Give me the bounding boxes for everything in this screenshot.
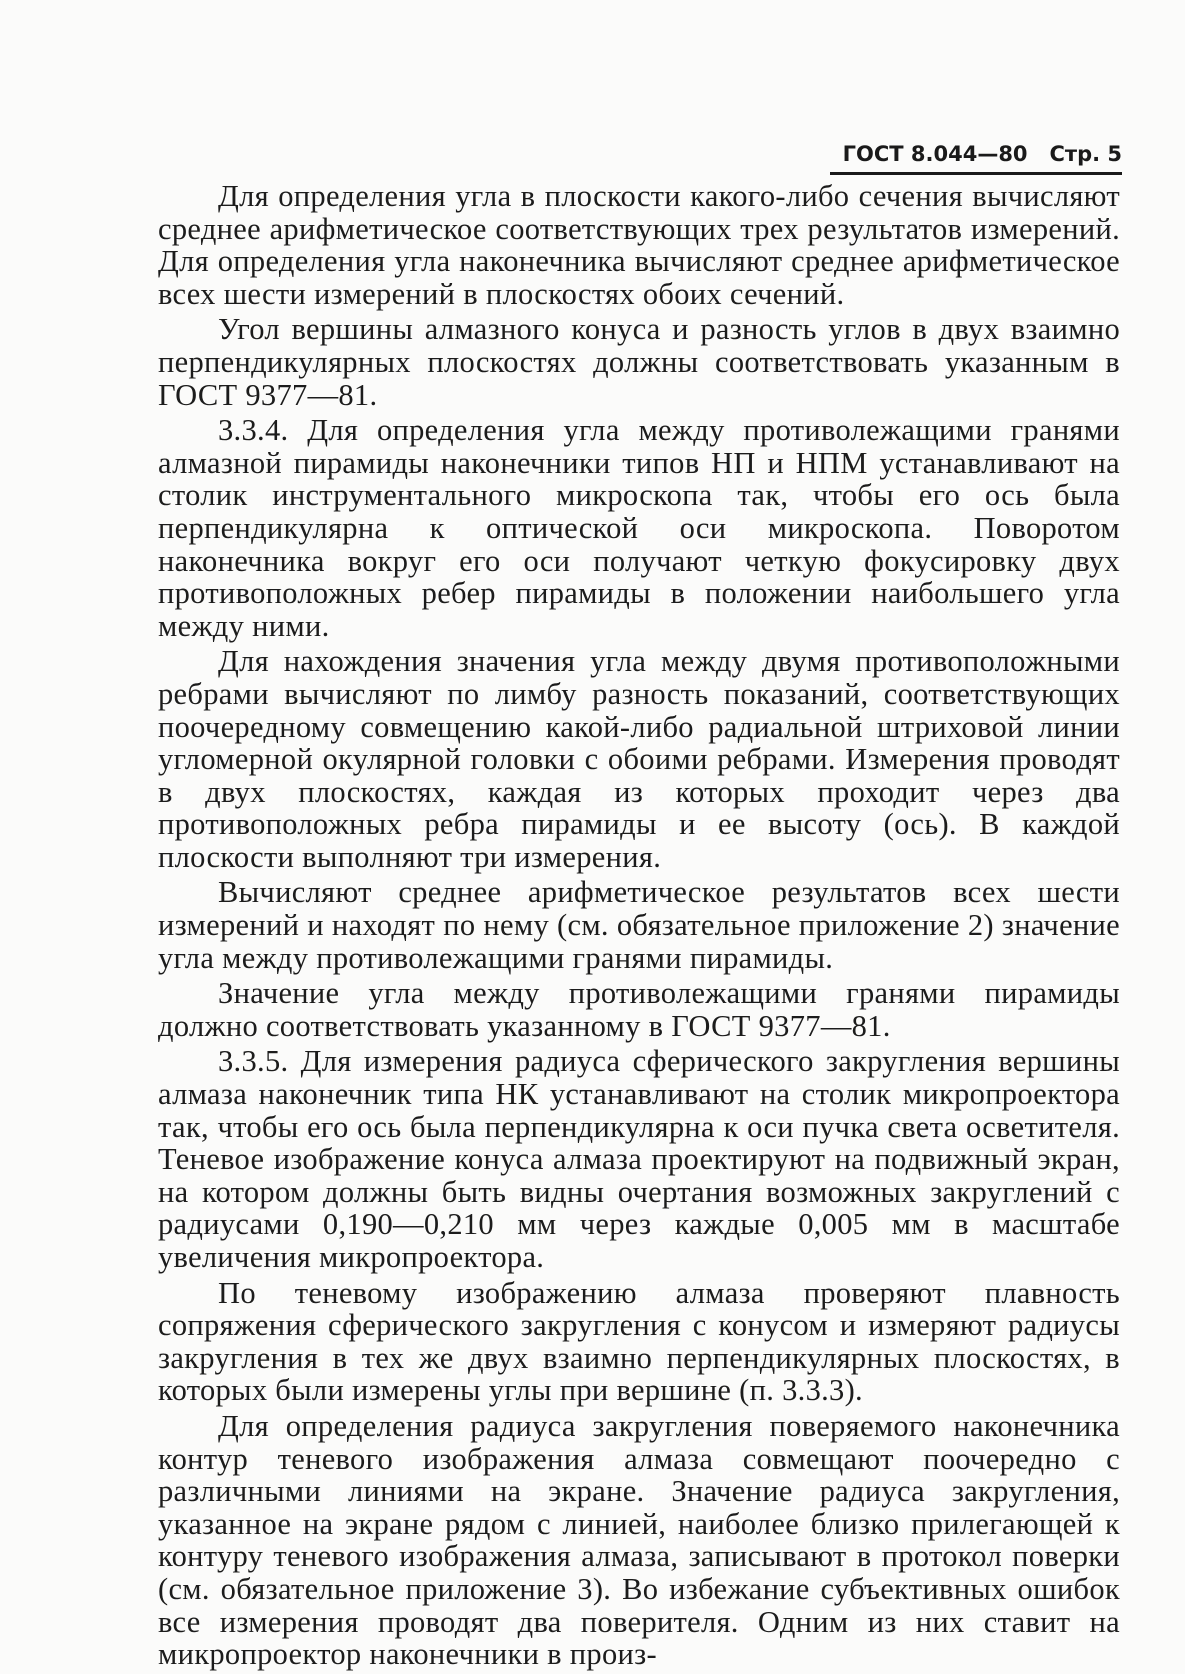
paragraph-9: Для определения радиуса закругления поверяемого наконечника контур теневого изображения алмаза совмещают поочередно с различными линиями на экране. Значение радиуса закругления, указанное на экране рядом с линией, наиболее близко прилегающей к контуру теневого изображения алмаза, записывают в протокол поверки (см. обязательное приложение 3). Во избежание субъективных ошибок все измерения проводят два поверителя. Одним из них ставит на микропроектор наконечники в произ- <box>158 1408 1120 1672</box>
paragraph-5: Вычисляют среднее арифметическое результатов всех шести измерений и находят по нему (см. обязательное приложение 2) значение угла между противолежащими гранями пирамиды. <box>158 875 1120 975</box>
standard-number: ГОСТ 8.044—80 <box>842 142 1028 166</box>
paragraph-6: Значение угла между противолежащими гранями пирамиды должно соответствовать указанному в ГОСТ 9377—81. <box>158 976 1120 1043</box>
paragraph-2: Угол вершины алмазного конуса и разность углов в двух взаимно перпендикулярных плоскостях должны соответствовать указанным в ГОСТ 9377—81. <box>158 312 1120 412</box>
document-body <box>158 180 1120 1674</box>
paragraph-8: По теневому изображению алмаза проверяют плавность сопряжения сферического закругления с конусом и измеряют радиусы закругления в тех же двух взаимно перпендикулярных плоскостях, в которых были измерены углы при вершине (п. 3.3.3). <box>158 1275 1120 1408</box>
page-header <box>830 142 1122 175</box>
paragraph-4: Для нахождения значения угла между двумя противоположными ребрами вычисляют по лимбу разность показаний, соответствующих поочередному совмещению какой-либо радиальной штриховой линии угломерной окулярной головки с обоими ребрами. Измерения проводят в двух плоскостях, каждая из которых проходит через два противоположных ребра пирамиды и ее высоту (ось). В каждой плоскости выполняют три измерения. <box>158 644 1120 874</box>
paragraph-7: 3.3.5. Для измерения радиуса сферического закругления вершины алмаза наконечник типа НК устанавливают на столик микропроектора так, чтобы его ось была перпендикулярна к оси пучка света осветителя. Теневое изображение конуса алмаза проектируют на подвижный экран, на котором должны быть видны очертания возможных закруглений с радиусами 0,190—0,210 мм через каждые 0,005 мм в масштабе увеличения микропроектора. <box>158 1044 1120 1274</box>
paragraph-1: Для определения угла в плоскости какого-либо сечения вычисляют среднее арифметическое соответствующих трех результатов измерений. Для определения угла наконечника вычисляют среднее арифметическое всех шести измерений в плоскостях обоих сечений. <box>158 179 1120 311</box>
paragraph-3: 3.3.4. Для определения угла между противолежащими гранями алмазной пирамиды наконечники типов НП и НПМ устанавливают на столик инструментального микроскопа так, чтобы его ось была перпендикулярна к оптической оси микроскопа. Поворотом наконечника вокруг его оси получают четкую фокусировку двух противоположных ребер пирамиды в положении наибольшего угла между ними. <box>158 413 1120 643</box>
page-number: Стр. 5 <box>1049 142 1122 166</box>
